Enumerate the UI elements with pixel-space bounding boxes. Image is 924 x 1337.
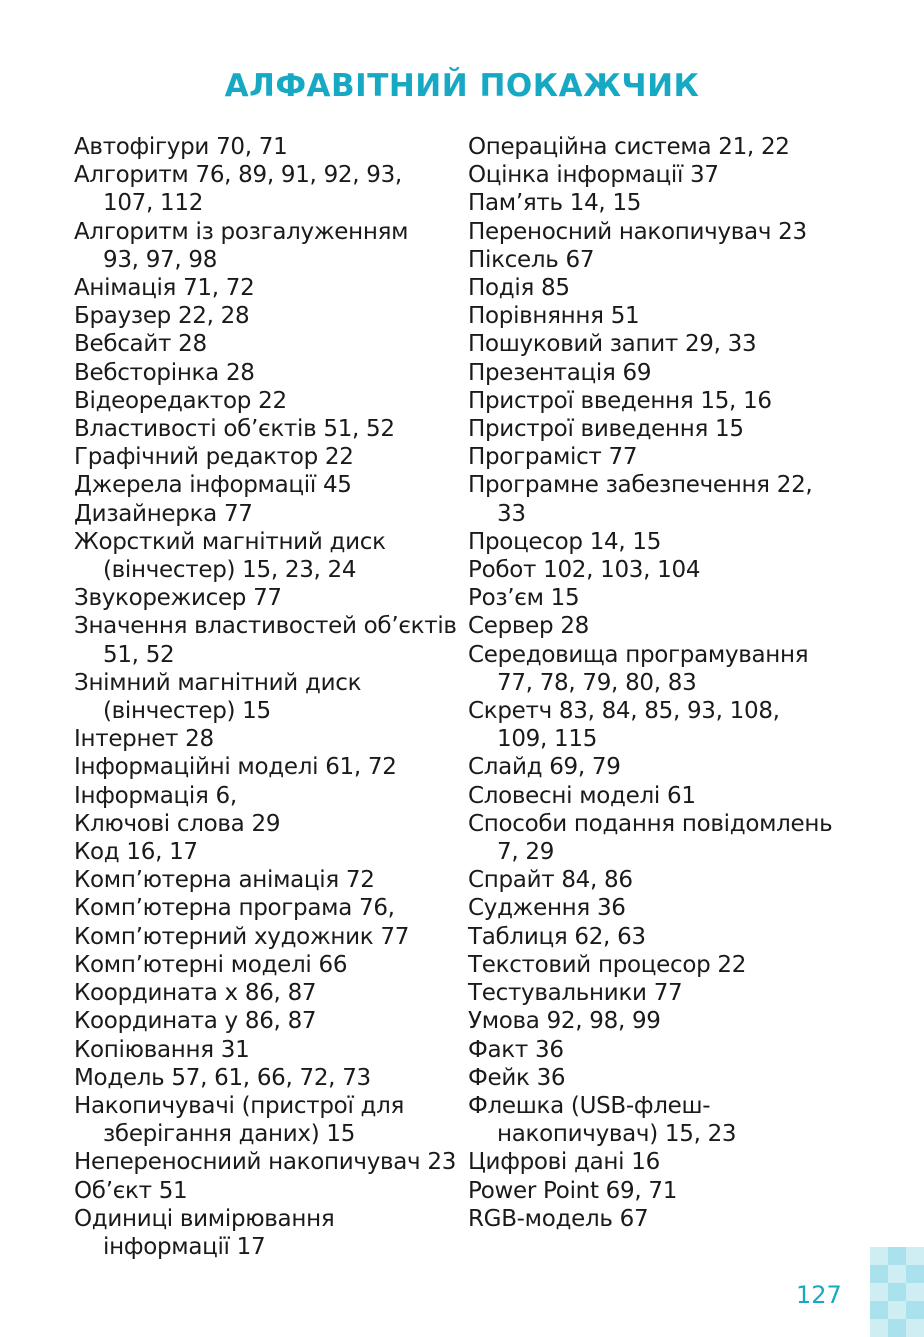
index-term: Відеоредактор 22: [74, 387, 287, 414]
index-term: Піксель 67: [468, 246, 595, 273]
index-term: Сервер 28: [468, 613, 589, 640]
index-term-continuation: 51, 52: [103, 641, 175, 668]
index-term: Значення властивостей об’єктів: [74, 613, 457, 640]
index-term: Алгоритм 76, 89, 91, 92, 93,: [74, 162, 402, 189]
index-term: Словесні моделі 61: [468, 782, 696, 809]
index-entry: [74, 753, 458, 781]
index-term: Судження 36: [468, 895, 626, 922]
index-term: Координата x 86, 87: [74, 980, 317, 1007]
index-entry: [74, 302, 458, 330]
index-term: Таблиця 62, 63: [468, 923, 646, 950]
index-term: Комп’ютерний художник 77: [74, 923, 410, 950]
index-term: Power Point 69, 71: [468, 1177, 678, 1204]
index-entry: [468, 641, 868, 697]
index-term-continuation: 7, 29: [497, 839, 555, 866]
index-entry: [468, 1092, 868, 1148]
index-term: Одиниці вимірювання: [74, 1205, 335, 1232]
index-term: Неперeносниий накопичувач 23: [74, 1149, 457, 1176]
index-term: Інформаційні моделі 61, 72: [74, 754, 397, 781]
index-entry: [74, 1148, 458, 1176]
index-entry: [74, 866, 458, 894]
index-entry: [468, 584, 868, 612]
index-term: Подія 85: [468, 275, 570, 302]
page-title: АЛФАВІТНИЙ ПОКАЖЧИК: [224, 68, 700, 104]
index-entry: [74, 725, 458, 753]
index-term-continuation: накопичувач) 15, 23: [497, 1121, 737, 1148]
index-entry: [468, 866, 868, 894]
index-entry: [468, 810, 868, 866]
index-term: Операційна система 21, 22: [468, 134, 790, 160]
index-entry: [468, 697, 868, 753]
index-term-continuation: 77, 78, 79, 80, 83: [497, 669, 697, 696]
index-term-continuation: інформації 17: [103, 1233, 266, 1260]
index-entry: [74, 1092, 458, 1148]
index-term: Властивості об’єктів 51, 52: [74, 416, 395, 443]
index-term-continuation: 109, 115: [497, 726, 598, 753]
index-entry: [74, 330, 458, 358]
index-entry: [468, 359, 868, 387]
index-entry: [74, 951, 458, 979]
index-entry: [74, 894, 458, 922]
index-entry: [74, 387, 458, 415]
index-term: Середовища програмування: [468, 641, 809, 668]
index-entry: [74, 161, 458, 217]
index-term-continuation: 93, 97, 98: [103, 246, 218, 273]
index-term: Інформація 6,: [74, 782, 237, 809]
index-term-continuation: (вінчестер) 15, 23, 24: [103, 557, 357, 584]
index-term: Алгоритм із розгалуженням: [74, 218, 409, 245]
index-term: Джерела інформації 45: [74, 472, 352, 499]
index-term: Спрайт 84, 86: [468, 867, 633, 894]
index-term: Графічний редактор 22: [74, 444, 354, 471]
index-entry: [468, 556, 868, 584]
index-entry: [468, 415, 868, 443]
index-term: Тестувальники 77: [468, 980, 683, 1007]
index-entry: [468, 1177, 868, 1205]
index-term: Звукорежисер 77: [74, 585, 282, 612]
index-entry: [468, 302, 868, 330]
index-term: Пристрої виведення 15: [468, 416, 744, 443]
index-entry: [74, 500, 458, 528]
index-term: Текстовий процесор 22: [468, 951, 747, 978]
index-entry: [468, 979, 868, 1007]
index-term: Фейк 36: [468, 1064, 566, 1091]
index-entry: [468, 1007, 868, 1035]
index-term: Способи подання повідомлень: [468, 810, 833, 837]
index-entry: [74, 923, 458, 951]
index-entry: [468, 274, 868, 302]
index-entry: [468, 951, 868, 979]
index-term: Комп’ютерна анімація 72: [74, 867, 375, 894]
index-entry: [74, 1064, 458, 1092]
index-term: Цифрові дані 16: [468, 1149, 660, 1176]
index-term: Умова 92, 98, 99: [468, 1008, 661, 1035]
index-entry: [468, 246, 868, 274]
index-entry: [74, 1205, 458, 1261]
index-entry: [74, 415, 458, 443]
index-entry: [468, 161, 868, 189]
index-entry: [74, 528, 458, 584]
index-term: Презентація 69: [468, 359, 652, 386]
index-entry: [74, 133, 458, 161]
index-entry: [468, 1148, 868, 1176]
index-entry: [468, 753, 868, 781]
index-entry: [74, 218, 458, 274]
index-term: Переносний накопичувач 23: [468, 218, 807, 245]
index-term: Вебсторінка 28: [74, 359, 255, 386]
index-term: Програмне забезпечення 22,: [468, 472, 813, 499]
index-term: Програміст 77: [468, 444, 638, 471]
index-term-continuation: зберігання даних) 15: [103, 1121, 356, 1148]
index-entry: [74, 471, 458, 499]
corner-decoration: [870, 1247, 924, 1337]
index-entry: [468, 189, 868, 217]
index-entry: [74, 584, 458, 612]
index-term: Анімація 71, 72: [74, 275, 255, 302]
index-term: Код 16, 17: [74, 839, 198, 866]
index-term: Факт 36: [468, 1036, 564, 1063]
index-term: Порівняння 51: [468, 303, 640, 330]
index-entry: [468, 1036, 868, 1064]
index-entry: [74, 810, 458, 838]
index-entry: [74, 612, 458, 668]
index-term: Флешка (USB-флеш-: [468, 1092, 711, 1119]
index-term: Слайд 69, 79: [468, 754, 621, 781]
index-term: Знімний магнітний диск: [74, 669, 362, 696]
index-term: Автофігури 70, 71: [74, 134, 288, 160]
index-entry: [468, 133, 868, 161]
index-term: Жорсткий магнітний диск: [74, 528, 386, 555]
index-entry: [74, 979, 458, 1007]
index-entry: [468, 1205, 868, 1233]
index-entry: [74, 359, 458, 387]
index-entry: [468, 528, 868, 556]
index-term: Браузер 22, 28: [74, 303, 250, 330]
index-entry: [468, 330, 868, 358]
index-column-right: [468, 133, 868, 1233]
index-term: RGB-модель 67: [468, 1205, 649, 1232]
index-term: Копіювання 31: [74, 1036, 250, 1063]
index-entry: [468, 471, 868, 527]
index-term: Роз’єм 15: [468, 585, 580, 612]
index-term: Координата y 86, 87: [74, 1008, 317, 1035]
index-term: Ключові слова 29: [74, 810, 281, 837]
index-term-continuation: 107, 112: [103, 190, 204, 217]
index-entry: [468, 443, 868, 471]
index-entry: [74, 1177, 458, 1205]
index-entry: [468, 1064, 868, 1092]
index-entry: [74, 782, 458, 810]
index-term: Оцінка інформації 37: [468, 162, 719, 189]
index-entry: [74, 1036, 458, 1064]
index-term: Робот 102, 103, 104: [468, 557, 701, 584]
index-term: Процесор 14, 15: [468, 528, 662, 555]
index-term: Модель 57, 61, 66, 72, 73: [74, 1064, 371, 1091]
index-entry: [74, 274, 458, 302]
index-term: Комп’ютерна програма 76,: [74, 895, 395, 922]
index-term: Об’єкт 51: [74, 1177, 188, 1204]
index-entry: [74, 443, 458, 471]
index-column-left: [74, 133, 458, 1261]
index-term: Інтернет 28: [74, 726, 214, 753]
index-entry: [468, 218, 868, 246]
index-term: Скретч 83, 84, 85, 93, 108,: [468, 698, 780, 725]
index-term: Пошуковий запит 29, 33: [468, 331, 757, 358]
index-term: Накопичувачі (пристрої для: [74, 1092, 405, 1119]
index-entry: [74, 669, 458, 725]
index-term: Дизайнерка 77: [74, 500, 253, 527]
index-entry: [468, 894, 868, 922]
index-entry: [468, 923, 868, 951]
index-entry: [468, 387, 868, 415]
page-number: 127: [796, 1281, 842, 1309]
index-term: Комп’ютерні моделі 66: [74, 951, 348, 978]
index-term: Пристрої введення 15, 16: [468, 387, 772, 414]
index-term-continuation: (вінчестер) 15: [103, 698, 271, 725]
index-entry: [74, 838, 458, 866]
index-entry: [468, 612, 868, 640]
index-entry: [74, 1007, 458, 1035]
index-term: Пам’ять 14, 15: [468, 190, 642, 217]
index-term: Вебсайт 28: [74, 331, 207, 358]
index-term-continuation: 33: [497, 500, 526, 527]
index-entry: [468, 782, 868, 810]
